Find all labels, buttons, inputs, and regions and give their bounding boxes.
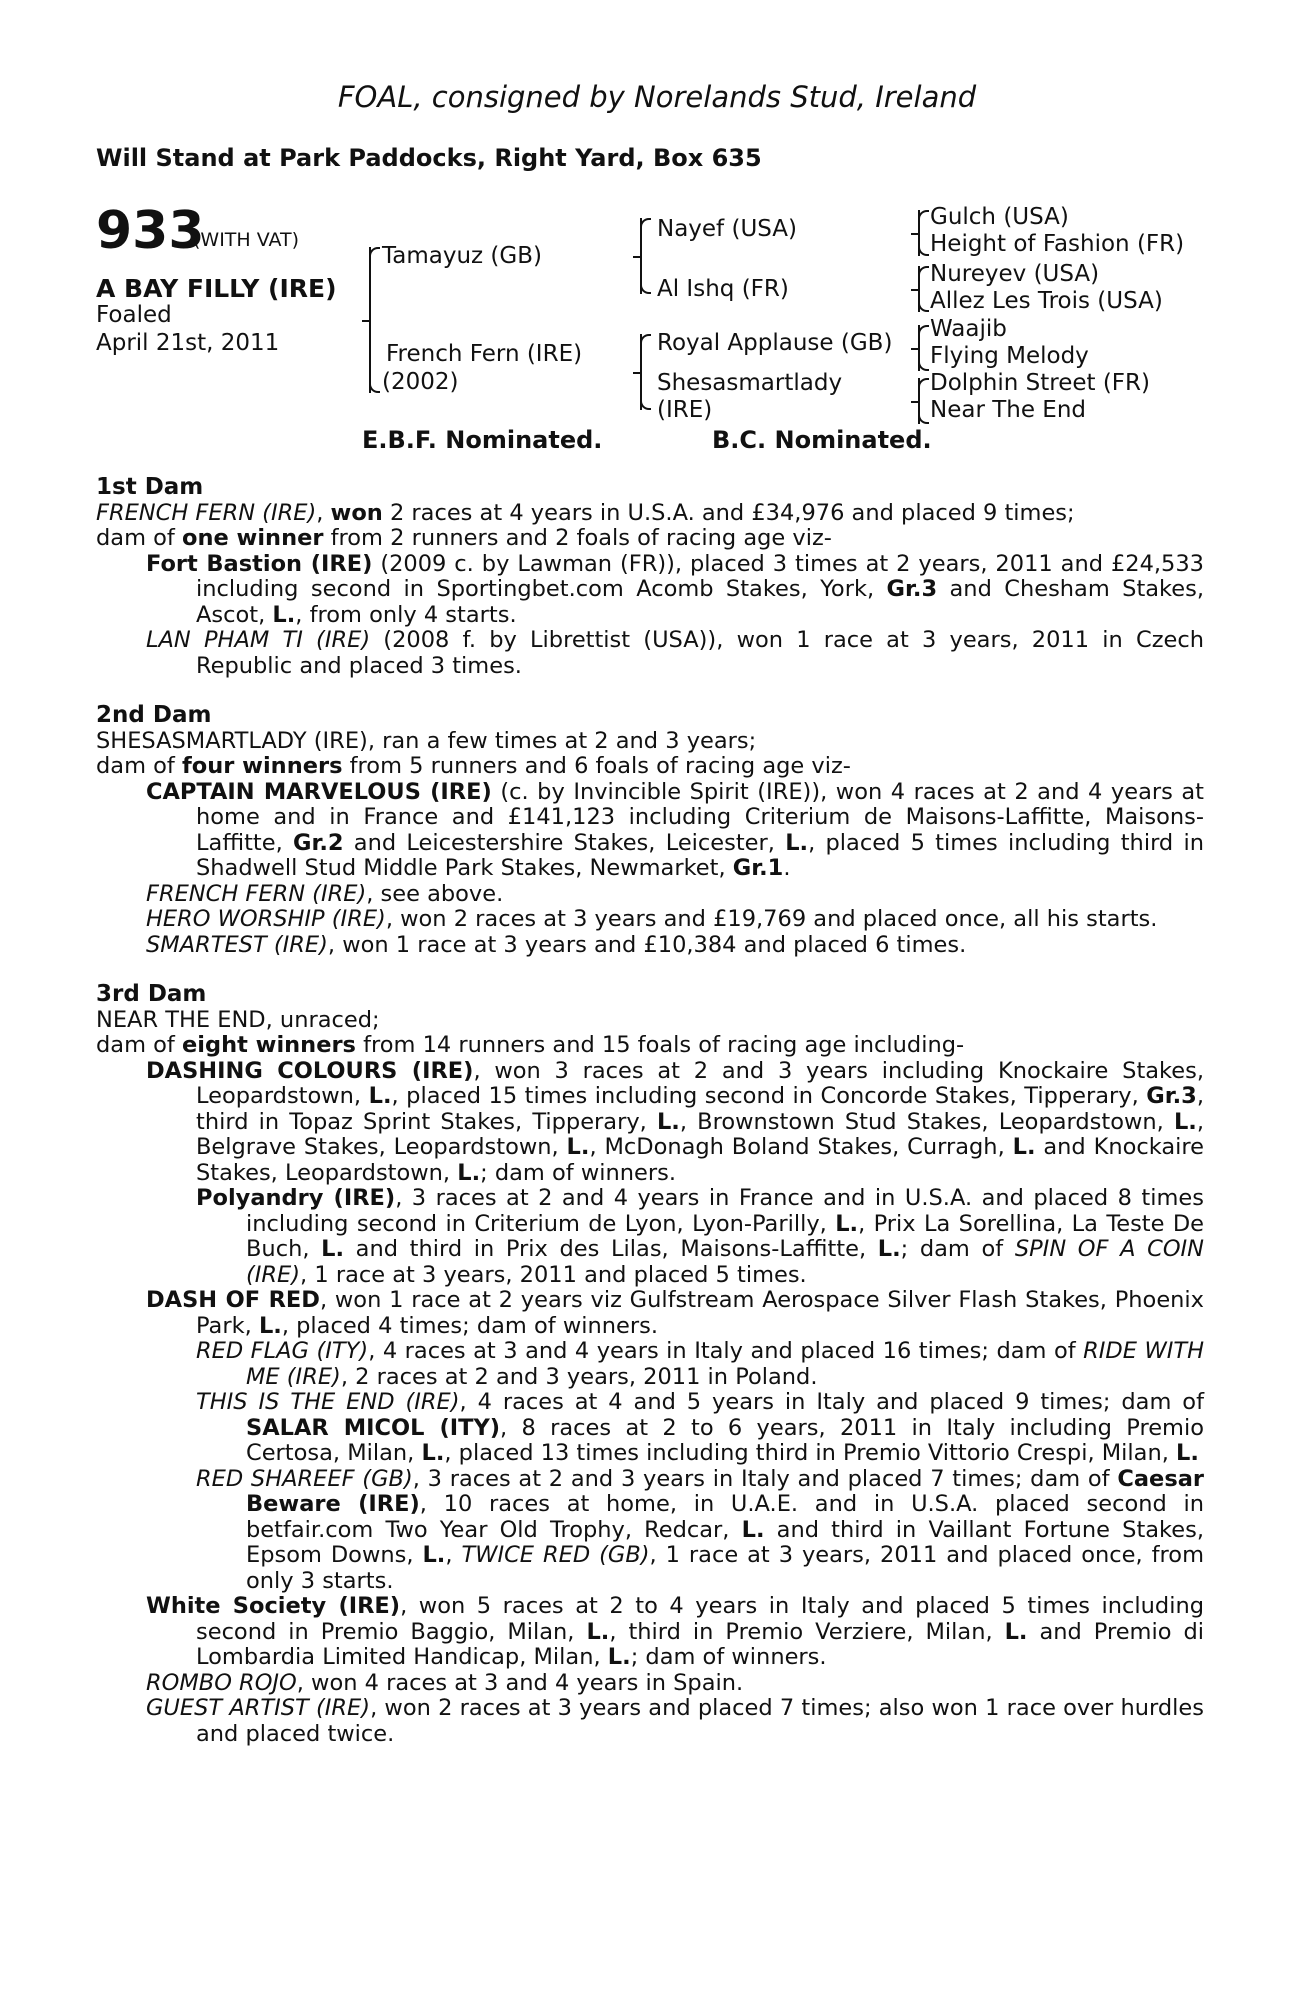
- text: , won 1 race at 3 years and £10,384 and placed 6 times.: [327, 931, 967, 958]
- horse-name: HERO WORSHIP (IRE): [146, 906, 386, 932]
- text: , won 5 races at 2 to 4 years in Italy and placed 5 times including second in Premio Baggio, Milan,: [196, 1593, 1204, 1645]
- text: , Belgrave Stakes, Leopardstown,: [196, 1108, 1204, 1160]
- listed-label: L.: [586, 1618, 610, 1645]
- pedigree-dam-sire: Royal Applause (GB): [657, 330, 893, 356]
- pedigree-dam-year: (2002): [382, 369, 459, 395]
- text-bold: won: [330, 499, 383, 526]
- pedigree-brace-gen1: [369, 247, 371, 393]
- third-dam-section: [96, 982, 1204, 1747]
- listed-label: L.: [785, 829, 809, 856]
- listed-label: L.: [1004, 1618, 1028, 1645]
- pedigree-sire-dam: Al Ishq (FR): [657, 276, 789, 302]
- text: ,: [445, 1542, 462, 1568]
- horse-name: DASH OF RED: [146, 1287, 320, 1313]
- horse-name: Polyandry (IRE): [196, 1185, 396, 1211]
- pedigree-dam-dam-country: (IRE): [657, 397, 713, 423]
- text: dam of: [96, 1032, 182, 1058]
- pedigree-dsd: Flying Melody: [930, 343, 1089, 369]
- text: , won 4 races at 3 and 4 years in Spain.: [296, 1669, 744, 1696]
- stand-location: Will Stand at Park Paddocks, Right Yard, Box 635: [96, 144, 762, 172]
- horse-name: THIS IS THE END (IRE): [196, 1389, 460, 1415]
- pedigree-dds: Dolphin Street (FR): [930, 370, 1150, 396]
- text: , third in Premio Verziere, Milan,: [609, 1618, 1005, 1645]
- text: , won 2 races at 3 years and £19,769 and placed once, all his starts.: [385, 906, 1158, 932]
- listed-label: L.: [656, 1108, 680, 1135]
- text: , placed 4 times; dam of winners.: [281, 1312, 658, 1339]
- progeny-summary: [96, 526, 1204, 552]
- text: , third in Topaz Sprint Stakes, Tipperary,: [196, 1083, 1204, 1135]
- progeny-entry: [196, 1339, 1204, 1390]
- pedigree-brace-3d: [918, 378, 920, 424]
- listed-label: L.: [422, 1542, 446, 1568]
- grade-label: Gr.3: [1146, 1083, 1197, 1109]
- text-bold: eight winners: [181, 1032, 356, 1058]
- horse-name: LAN PHAM TI (IRE): [146, 627, 371, 653]
- horse-name: CAPTAIN MARVELOUS (IRE): [146, 778, 492, 805]
- horse-name: FRENCH FERN (IRE): [146, 880, 367, 907]
- text: (2009 c. by Lawman (FR)), placed 3 times at 2 years, 2011 and £24,533 including second in Sportingbet.com Acomb Stakes, York,: [196, 550, 1204, 602]
- listed-label: L.: [1176, 1440, 1199, 1466]
- text: , 4 races at 4 and 5 years in Italy and placed 9 times; dam of: [459, 1389, 1204, 1415]
- text: , 1 race at 3 years, 2011 and placed 5 times.: [300, 1261, 807, 1288]
- listed-label: L.: [421, 1440, 445, 1466]
- pedigree-sdd: Allez Les Trois (USA): [930, 288, 1163, 314]
- text: from 5 runners and 6 foals of racing age viz-: [342, 753, 851, 779]
- pedigree-sire-sire: Nayef (USA): [657, 216, 798, 242]
- progeny-entry: [146, 552, 1204, 629]
- text: from 14 runners and 15 foals of racing age including-: [355, 1032, 965, 1058]
- bc-nominated: B.C. Nominated.: [712, 426, 932, 454]
- text: ,: [316, 499, 331, 526]
- listed-label: L.: [457, 1159, 481, 1186]
- listed-label: L.: [258, 1312, 282, 1339]
- listed-label: L.: [835, 1210, 859, 1237]
- text: ; dam of winners.: [480, 1159, 676, 1186]
- pedigree-dam: French Fern (IRE): [386, 341, 583, 367]
- dam-sections: [96, 475, 1204, 1747]
- horse-name: White Society (IRE): [146, 1593, 401, 1619]
- progeny-summary: [96, 1033, 1204, 1059]
- progeny-entry: [146, 780, 1204, 882]
- text: , from only 4 starts.: [295, 601, 517, 628]
- text: ; dam of: [900, 1236, 1015, 1262]
- text: , placed 5 times including third in Shadwell Stud Middle Park Stakes, Newmarket,: [196, 829, 1204, 881]
- pedigree-ssd: Height of Fashion (FR): [930, 231, 1185, 257]
- listed-label: L.: [368, 1083, 392, 1109]
- text: , 3 races at 2 and 3 years in Italy and placed 7 times; dam of: [412, 1465, 1118, 1492]
- listed-label: L.: [607, 1644, 631, 1670]
- section-heading: 3rd Dam: [96, 981, 207, 1007]
- text-bold: one winner: [181, 525, 324, 551]
- text: and Chesham Stakes, Ascot,: [196, 576, 1204, 628]
- vat-note: (WITH VAT): [193, 229, 300, 251]
- text: , won 3 races at 2 and 3 years including Knockaire Stakes, Leopardstown,: [196, 1057, 1204, 1109]
- text: and Knockaire Stakes, Leopardstown,: [196, 1134, 1204, 1186]
- second-dam-section: [96, 703, 1204, 958]
- pedigree-dss: Waajib: [930, 316, 1007, 342]
- progeny-entry: [146, 1059, 1204, 1187]
- text: 2 races at 4 years in U.S.A. and £34,976 and placed 9 times;: [382, 499, 1075, 526]
- horse-name: RED FLAG (ITY): [196, 1338, 369, 1364]
- lot-number: 933: [96, 201, 205, 261]
- text: , 4 races at 3 and 4 years in Italy and placed 16 times; dam of: [368, 1338, 1084, 1364]
- progeny-entry: [146, 628, 1204, 679]
- text: , McDonagh Boland Stakes, Curragh,: [589, 1134, 1013, 1160]
- section-heading: 2nd Dam: [96, 702, 212, 728]
- horse-name: DASHING COLOURS (IRE): [146, 1057, 474, 1084]
- pedigree-brace-3b: [918, 266, 920, 312]
- progeny-entry: [146, 1696, 1204, 1747]
- section-heading: 1st Dam: [96, 474, 204, 500]
- text: , won 2 races at 3 years and placed 7 times; also won 1 race over hurdles and placed twice.: [196, 1695, 1204, 1747]
- text: ; dam of winners.: [630, 1644, 827, 1670]
- dam-line: SHESASMARTLADY (IRE), ran a few times at 2 and 3 years;: [96, 727, 757, 754]
- grade-label: Gr.3: [886, 576, 938, 602]
- horse-name: SMARTEST (IRE): [146, 931, 328, 958]
- progeny-entry: [146, 882, 1204, 908]
- text: (c. by Invincible Spirit (IRE)), won 4 races at 2 and 4 years at home and in France and £141,123 including Criterium de Maisons-Laffitte, Maisons-Laffitte,: [196, 778, 1204, 856]
- text: , placed 15 times including second in Concorde Stakes, Tipperary,: [391, 1083, 1147, 1109]
- text: and Premio di Lombardia Limited Handicap, Milan,: [196, 1618, 1205, 1670]
- dam-line: NEAR THE END, unraced;: [96, 1006, 380, 1033]
- pedigree-brace-3c: [918, 325, 920, 371]
- first-dam-section: [96, 475, 1204, 679]
- text: , see above.: [366, 880, 504, 907]
- pedigree-brace-sire: [640, 218, 642, 294]
- progeny-entry: [146, 907, 1204, 933]
- progeny-entry: [196, 1186, 1204, 1288]
- page-title: FOAL, consigned by Norelands Stud, Ireland: [337, 80, 977, 114]
- listed-label: L.: [1173, 1108, 1197, 1135]
- pedigree-sss: Gulch (USA): [930, 204, 1069, 230]
- text: and third in Vaillant Fortune Stakes, Epsom Downs,: [246, 1516, 1204, 1568]
- text: , Brownstown Stud Stakes, Leopardstown,: [679, 1108, 1174, 1135]
- lot-name: A BAY FILLY (IRE): [96, 274, 337, 303]
- listed-label: L.: [1012, 1134, 1036, 1160]
- pedigree-brace-dam: [640, 334, 642, 410]
- text: , placed 13 times including third in Premio Vittorio Crespi, Milan,: [444, 1440, 1177, 1466]
- horse-name: FRENCH FERN (IRE): [96, 499, 317, 526]
- text: and Leicestershire Stakes, Leicester,: [343, 829, 786, 856]
- foaled-date: April 21st, 2011: [96, 330, 280, 356]
- foaled-label: Foaled: [96, 302, 172, 328]
- text: (2008 f. by Librettist (USA)), won 1 race at 3 years, 2011 in Czech Republic and placed 3 times.: [196, 627, 1204, 679]
- text: .: [783, 855, 791, 881]
- listed-label: L.: [321, 1236, 345, 1262]
- progeny-entry: [196, 1390, 1204, 1467]
- pedigree-sire: Tamayuz (GB): [382, 243, 542, 269]
- horse-name: TWICE RED (GB): [461, 1542, 650, 1568]
- pedigree-sds: Nureyev (USA): [930, 261, 1100, 287]
- text: , Prix La Sorellina, La Teste De Buch,: [246, 1210, 1205, 1262]
- text: and third in Prix des Lilas, Maisons-Laffitte,: [344, 1236, 878, 1262]
- text: , 8 races at 2 to 6 years, 2011 in Italy including Premio Certosa, Milan,: [246, 1414, 1204, 1466]
- text: dam of: [96, 525, 182, 551]
- horse-name: SPIN OF A COIN (IRE): [246, 1236, 1204, 1288]
- ebf-nominated: E.B.F. Nominated.: [362, 426, 603, 454]
- text: , 1 race at 3 years, 2011 and placed once, from only 3 starts.: [246, 1542, 1204, 1594]
- horse-name: SALAR MICOL (ITY): [246, 1414, 501, 1441]
- progeny-summary: [96, 754, 1204, 780]
- listed-label: L.: [877, 1236, 901, 1262]
- text-bold: four winners: [181, 753, 343, 779]
- horse-name: Fort Bastion (IRE): [146, 550, 373, 577]
- progeny-entry: [146, 933, 1204, 959]
- progeny-entry: [146, 1594, 1204, 1671]
- horse-name: GUEST ARTIST (IRE): [146, 1695, 371, 1721]
- progeny-entry: [196, 1467, 1204, 1595]
- pedigree-brace-3a: [918, 210, 920, 256]
- grade-label: Gr.1: [732, 855, 784, 881]
- listed-label: L.: [272, 601, 296, 628]
- text: , 10 races at home, in U.A.E. and in U.S.A. placed second in betfair.com Two Year Old Trophy, Redcar,: [246, 1491, 1205, 1543]
- horse-name: RED SHAREEF (GB): [196, 1465, 413, 1492]
- text: , 2 races at 2 and 3 years, 2011 in Poland.: [340, 1363, 818, 1390]
- grade-label: Gr.2: [292, 829, 344, 856]
- horse-name: Caesar Beware (IRE): [246, 1465, 1204, 1517]
- horse-name: RIDE WITH ME (IRE): [246, 1338, 1205, 1390]
- progeny-entry: [146, 1671, 1204, 1697]
- pedigree-dam-dam: Shesasmartlady: [657, 370, 843, 396]
- progeny-entry: [146, 1288, 1204, 1339]
- horse-name: ROMBO ROJO: [146, 1669, 297, 1696]
- pedigree-ddd: Near The End: [930, 397, 1087, 423]
- text: , 3 races at 2 and 4 years in France and in U.S.A. and placed 8 times including second in Criterium de Lyon, Lyon-Parilly,: [246, 1185, 1204, 1237]
- listed-label: L.: [566, 1134, 590, 1160]
- text: from 2 runners and 2 foals of racing age viz-: [323, 525, 832, 551]
- text: dam of: [96, 753, 182, 779]
- listed-label: L.: [741, 1516, 765, 1543]
- dam-line: [96, 501, 1204, 527]
- text: , won 1 race at 2 years viz Gulfstream Aerospace Silver Flash Stakes, Phoenix Park,: [196, 1287, 1204, 1339]
